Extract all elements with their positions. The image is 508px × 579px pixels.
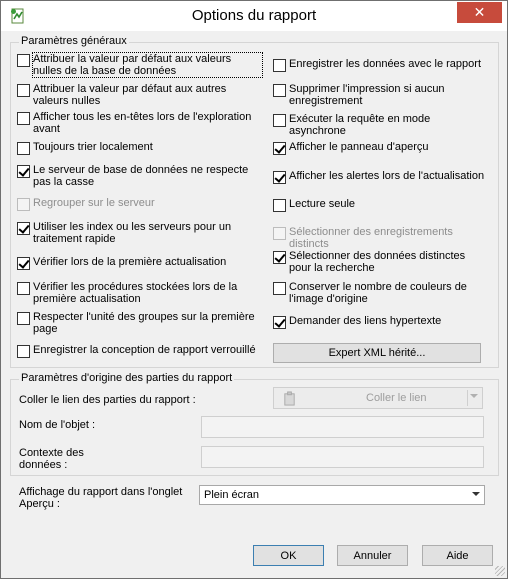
checkbox-label: Conserver le nombre de couleurs de l'image d'origine: [289, 281, 467, 305]
clipboard-icon: [282, 391, 297, 406]
checkbox-left-9[interactable]: [17, 311, 262, 335]
report-parts-legend: Paramètres d'origine des parties du rapport: [21, 372, 233, 384]
checkbox-box[interactable]: [273, 142, 286, 155]
paste-link-combo: [273, 387, 483, 409]
checkbox-box[interactable]: [17, 282, 30, 295]
checkbox-label: Le serveur de base de données ne respecte pas la casse: [33, 164, 249, 188]
checkbox-left-7[interactable]: [17, 256, 262, 270]
cancel-button[interactable]: Annuler: [337, 545, 408, 566]
help-button[interactable]: Aide: [422, 545, 493, 566]
data-context-label: Contexte des données :: [19, 447, 84, 471]
checkbox-label: Afficher tous les en-têtes lors de l'exploration avant: [33, 111, 252, 135]
checkbox-box[interactable]: [17, 84, 30, 97]
paste-link-label: Coller le lien des parties du rapport :: [19, 394, 196, 406]
checkbox-box: [273, 227, 286, 240]
checkbox-left-6[interactable]: [17, 221, 262, 245]
checkbox-right-6: [273, 226, 488, 250]
checkbox-left-8[interactable]: [17, 281, 262, 305]
checkbox-box[interactable]: [17, 165, 30, 178]
checkbox-label: Enregistrer les données avec le rapport: [289, 58, 481, 70]
checkbox-right-4[interactable]: [273, 170, 488, 184]
checkbox-box[interactable]: [273, 114, 286, 127]
checkbox-left-0[interactable]: [17, 53, 262, 77]
checkbox-box[interactable]: [273, 171, 286, 184]
checkbox-label: Lecture seule: [289, 198, 356, 210]
checkbox-right-8[interactable]: [273, 281, 488, 305]
checkbox-label: Toujours trier localement: [33, 141, 153, 153]
general-settings-legend: Paramètres généraux: [21, 35, 127, 47]
checkbox-right-9[interactable]: [273, 315, 488, 329]
checkbox-box[interactable]: [17, 257, 30, 270]
checkbox-label: Vérifier les procédures stockées lors de la première actualisation: [33, 281, 238, 305]
checkbox-box[interactable]: [17, 54, 30, 67]
chevron-down-icon: [470, 394, 478, 398]
checkbox-label: Attribuer la valeur par défaut aux valeurs nulles de la base de données: [33, 53, 262, 77]
checkbox-label: Enregistrer la conception de rapport verrouillé: [33, 344, 256, 356]
chevron-down-icon: [472, 492, 480, 496]
ok-button[interactable]: OK: [253, 545, 324, 566]
checkbox-box[interactable]: [17, 112, 30, 125]
checkbox-label: Afficher le panneau d'aperçu: [289, 141, 429, 153]
object-name-field[interactable]: [201, 416, 484, 438]
xml-expert-button[interactable]: Expert XML hérité...: [273, 343, 481, 363]
checkbox-right-0[interactable]: [273, 58, 488, 72]
checkbox-box[interactable]: [273, 282, 286, 295]
checkbox-box[interactable]: [17, 222, 30, 235]
checkbox-label: Vérifier lors de la première actualisation: [33, 256, 227, 268]
checkbox-label: Respecter l'unité des groupes sur la première page: [33, 311, 255, 335]
checkbox-box[interactable]: [17, 142, 30, 155]
checkbox-left-4[interactable]: [17, 164, 262, 188]
checkbox-label: Utiliser les index ou les serveurs pour un traitement rapide: [33, 221, 232, 245]
title-bar: [1, 1, 507, 31]
preview-display-label: Affichage du rapport dans l'onglet Aperçu :: [19, 486, 183, 510]
window-title: Options du rapport: [191, 7, 317, 24]
checkbox-left-10[interactable]: [17, 344, 262, 358]
checkbox-box[interactable]: [273, 316, 286, 329]
checkbox-box[interactable]: [17, 345, 30, 358]
checkbox-right-2[interactable]: [273, 113, 488, 137]
checkbox-label: Sélectionner des enregistrements distincts: [289, 226, 453, 250]
checkbox-left-2[interactable]: [17, 111, 262, 135]
preview-display-select[interactable]: [199, 485, 485, 505]
checkbox-label: Supprimer l'impression si aucun enregistrement: [289, 83, 445, 107]
checkbox-box[interactable]: [273, 251, 286, 264]
checkbox-right-5[interactable]: [273, 198, 488, 212]
checkbox-left-3[interactable]: [17, 141, 262, 155]
checkbox-right-7[interactable]: [273, 250, 488, 274]
checkbox-left-5: [17, 197, 262, 211]
checkbox-box[interactable]: [17, 312, 30, 325]
checkbox-label: Afficher les alertes lors de l'actualisation: [289, 170, 485, 182]
resize-grip[interactable]: [495, 566, 505, 576]
checkbox-right-3[interactable]: [273, 141, 488, 155]
checkbox-left-1[interactable]: [17, 83, 262, 107]
checkbox-label: Regrouper sur le serveur: [33, 197, 155, 209]
data-context-field[interactable]: [201, 446, 484, 468]
checkbox-label: Demander des liens hypertexte: [289, 315, 442, 327]
checkbox-right-1[interactable]: [273, 83, 488, 107]
checkbox-label: Exécuter la requête en mode asynchrone: [289, 113, 431, 137]
checkbox-box: [17, 198, 30, 211]
checkbox-box[interactable]: [273, 59, 286, 72]
checkbox-box[interactable]: [273, 199, 286, 212]
checkbox-label: Attribuer la valeur par défaut aux autres valeurs nulles: [33, 83, 227, 107]
checkbox-label: Sélectionner des données distinctes pour la recherche: [289, 250, 466, 274]
object-name-label: Nom de l'objet :: [19, 419, 96, 431]
checkbox-box[interactable]: [273, 84, 286, 97]
paste-link-button-label: Coller le lien: [366, 392, 427, 404]
preview-display-value: Plein écran: [204, 489, 260, 501]
close-button[interactable]: ✕: [457, 2, 502, 23]
